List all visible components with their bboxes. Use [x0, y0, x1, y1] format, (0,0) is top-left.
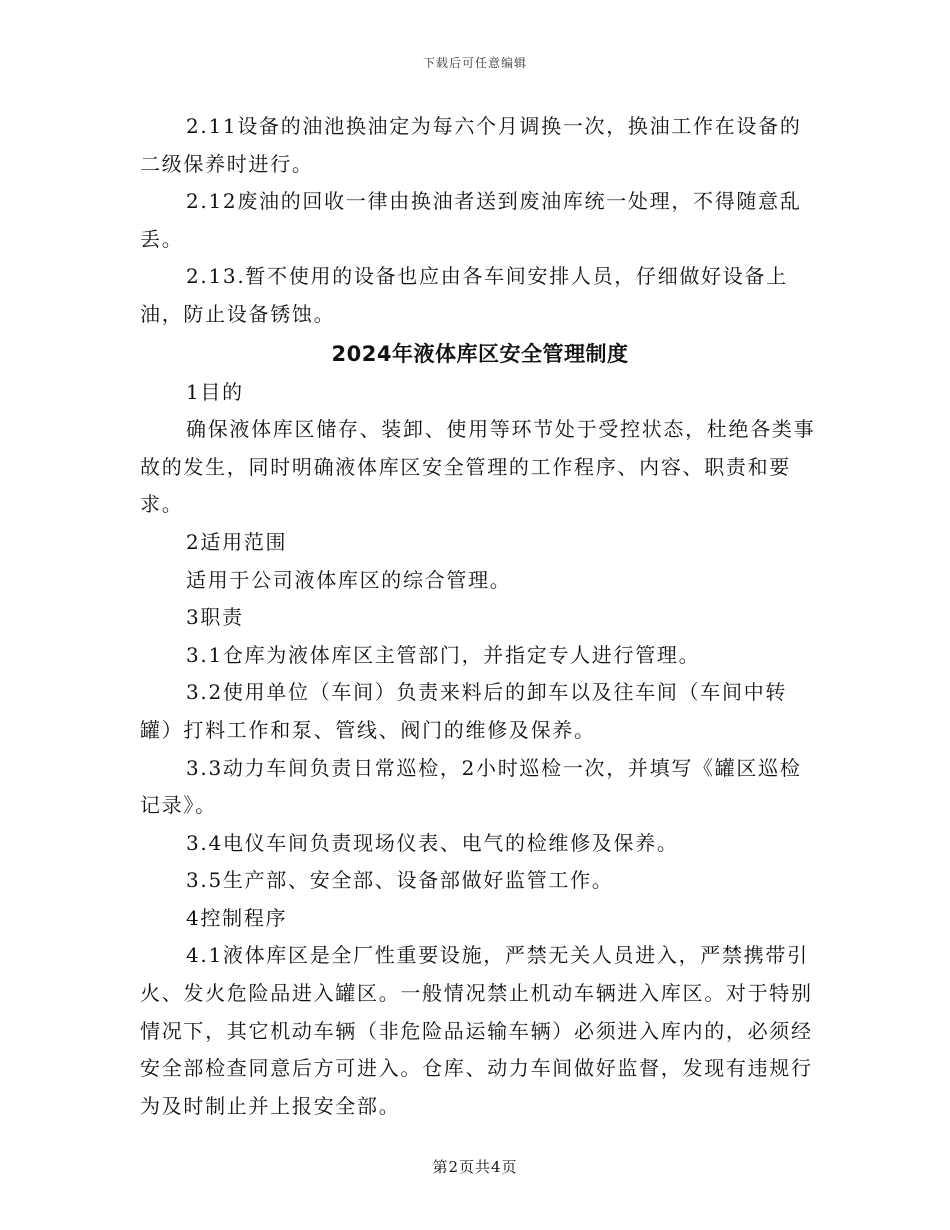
paragraph-purpose: 确保液体库区储存、装卸、使用等环节处于受控状态，杜绝各类事故的发生，同时明确液体库区安全管理的工作程序、内容、职责和要求。 [140, 417, 816, 517]
paragraph-2-13: 2.13.暂不使用的设备也应由各车间安排人员，仔细做好设备上油，防止设备锈蚀。 [140, 264, 788, 326]
paragraph-3-5: 3.5生产部、安全部、设备部做好监管工作。 [186, 868, 614, 893]
document-body [140, 108, 820, 1125]
paragraph-scope: 适用于公司液体库区的综合管理。 [186, 567, 512, 592]
paragraph-3-4: 3.4电仪车间负责现场仪表、电气的检维修及保养。 [186, 830, 679, 855]
document-title: 2024年液体库区安全管理制度 [331, 341, 629, 366]
paragraph-2-11: 2.11设备的油池换油定为每六个月调换一次，换油工作在设备的二级保养时进行。 [140, 114, 802, 176]
paragraph-3-1: 3.1仓库为液体库区主管部门，并指定专人进行管理。 [186, 642, 701, 667]
heading-control-procedure: 4控制程序 [186, 905, 288, 930]
paragraph-4-1: 4.1液体库区是全厂性重要设施，严禁无关人员进入，严禁携带引火、发火危险品进入罐区。一般情况禁止机动车辆进入库区。对于特别情况下，其它机动车辆（非危险品运输车辆）必须进入库内的，必须经安全部检查同意后方可进入。仓库、动力车间做好监督，发现有违规行为及时制止并上报安全部。 [140, 943, 813, 1118]
page-number: 第2页共4页 [432, 1158, 518, 1176]
paragraph-2-12: 2.12废油的回收一律由换油者送到废油库统一处理，不得随意乱丢。 [140, 189, 802, 251]
heading-responsibilities: 3职责 [186, 605, 244, 630]
heading-purpose: 1目的 [186, 379, 244, 404]
paragraph-3-2: 3.2使用单位（车间）负责来料后的卸车以及往车间（车间中转罐）打料工作和泵、管线、阀门的维修及保养。 [140, 680, 788, 742]
header-note: 下载后可任意编辑 [422, 56, 527, 70]
heading-scope: 2适用范围 [186, 529, 288, 554]
paragraph-3-3: 3.3动力车间负责日常巡检，2小时巡检一次，并填写《罐区巡检记录》。 [140, 755, 802, 818]
